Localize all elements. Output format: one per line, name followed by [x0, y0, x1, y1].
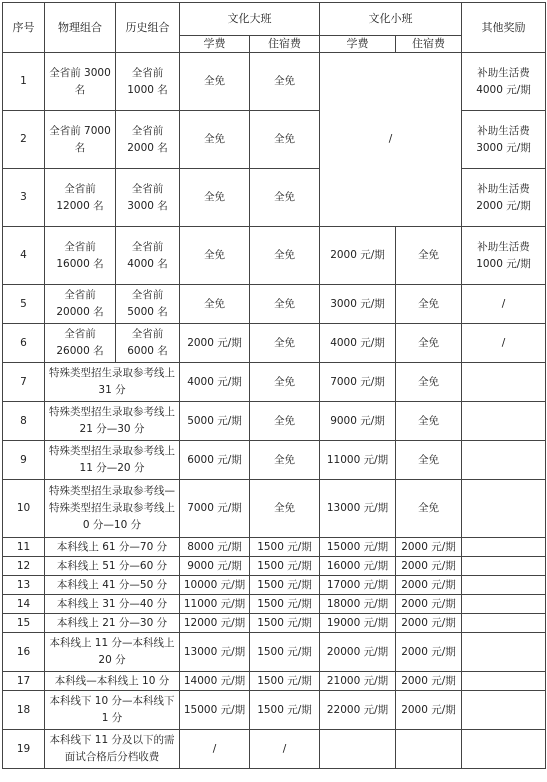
cell-big-tuition: 4000 元/期 — [180, 363, 250, 402]
cell-big-tuition: 13000 元/期 — [180, 633, 250, 672]
cell-other — [462, 730, 546, 769]
cell-small-lodging: 全免 — [396, 363, 462, 402]
cell-combo: 本科线上 51 分—60 分 — [45, 557, 180, 576]
table-row — [3, 441, 546, 480]
cell-big-lodging: / — [250, 730, 320, 769]
cell-physics: 全省前 7000 名 — [45, 111, 116, 169]
cell-combo: 本科线上 31 分—40 分 — [45, 595, 180, 614]
cell-big-lodging: 全免 — [250, 169, 320, 227]
cell-no: 9 — [3, 441, 45, 480]
cell-small-lodging: 2000 元/期 — [396, 557, 462, 576]
cell-no: 17 — [3, 672, 45, 691]
table-row — [3, 285, 546, 324]
table-row — [3, 730, 546, 769]
cell-small-lodging: 全免 — [396, 324, 462, 363]
cell-big-lodging: 全免 — [250, 324, 320, 363]
cell-combo: 本科线下 10 分—本科线下 1 分 — [45, 691, 180, 730]
cell-small-tuition: 7000 元/期 — [320, 363, 396, 402]
cell-combo: 本科线上 21 分—30 分 — [45, 614, 180, 633]
table-row — [3, 633, 546, 672]
cell-big-lodging: 1500 元/期 — [250, 576, 320, 595]
table-row — [3, 324, 546, 363]
cell-other — [462, 557, 546, 576]
cell-big-tuition: 15000 元/期 — [180, 691, 250, 730]
table-row — [3, 691, 546, 730]
cell-no: 6 — [3, 324, 45, 363]
cell-small-tuition: 9000 元/期 — [320, 402, 396, 441]
cell-physics: 全省前 12000 名 — [45, 169, 116, 227]
scholarship-fee-table — [2, 2, 546, 769]
table-row — [3, 538, 546, 557]
cell-small-tuition: 22000 元/期 — [320, 691, 396, 730]
cell-big-tuition: 全免 — [180, 169, 250, 227]
cell-big-tuition: 7000 元/期 — [180, 480, 250, 538]
cell-big-lodging: 全免 — [250, 441, 320, 480]
cell-history: 全省前 3000 名 — [116, 169, 180, 227]
cell-small-lodging: 2000 元/期 — [396, 672, 462, 691]
cell-big-tuition: 全免 — [180, 285, 250, 324]
cell-combo: 特殊类型招生录取参考线上 11 分—20 分 — [45, 441, 180, 480]
cell-no: 15 — [3, 614, 45, 633]
cell-no: 11 — [3, 538, 45, 557]
cell-big-tuition: 2000 元/期 — [180, 324, 250, 363]
cell-big-lodging: 全免 — [250, 480, 320, 538]
cell-big-lodging: 1500 元/期 — [250, 595, 320, 614]
cell-small-lodging: 2000 元/期 — [396, 595, 462, 614]
table-row — [3, 576, 546, 595]
table-row — [3, 595, 546, 614]
cell-no: 10 — [3, 480, 45, 538]
cell-other: 补助生活费 4000 元/期 — [462, 53, 546, 111]
table-row — [3, 363, 546, 402]
cell-big-lodging: 全免 — [250, 111, 320, 169]
cell-other — [462, 672, 546, 691]
cell-big-lodging: 全免 — [250, 363, 320, 402]
cell-physics: 全省前 16000 名 — [45, 227, 116, 285]
cell-combo: 特殊类型招生录取参考线上 21 分—30 分 — [45, 402, 180, 441]
cell-big-lodging: 全免 — [250, 53, 320, 111]
cell-other — [462, 633, 546, 672]
cell-no: 5 — [3, 285, 45, 324]
cell-other: 补助生活费 1000 元/期 — [462, 227, 546, 285]
cell-other: / — [462, 285, 546, 324]
cell-small-tuition: 17000 元/期 — [320, 576, 396, 595]
cell-big-tuition: 全免 — [180, 53, 250, 111]
cell-history: 全省前 4000 名 — [116, 227, 180, 285]
cell-no: 8 — [3, 402, 45, 441]
cell-combo: 本科线—本科线上 10 分 — [45, 672, 180, 691]
cell-other — [462, 441, 546, 480]
table-row — [3, 672, 546, 691]
header-big-tuition: 学费 — [180, 36, 250, 53]
cell-small-tuition — [320, 730, 396, 769]
cell-small-tuition: 18000 元/期 — [320, 595, 396, 614]
cell-small-lodging: 2000 元/期 — [396, 576, 462, 595]
cell-big-lodging: 全免 — [250, 285, 320, 324]
cell-big-lodging: 1500 元/期 — [250, 538, 320, 557]
cell-big-tuition: 全免 — [180, 111, 250, 169]
header-small-class: 文化小班 — [320, 3, 462, 36]
cell-combo: 本科线上 41 分—50 分 — [45, 576, 180, 595]
cell-other: 补助生活费 2000 元/期 — [462, 169, 546, 227]
cell-no: 18 — [3, 691, 45, 730]
cell-big-tuition: 5000 元/期 — [180, 402, 250, 441]
table-row — [3, 53, 546, 111]
cell-other — [462, 480, 546, 538]
cell-no: 3 — [3, 169, 45, 227]
cell-big-tuition: 14000 元/期 — [180, 672, 250, 691]
cell-combo: 本科线下 11 分及以下的需面试合格后分档收费 — [45, 730, 180, 769]
cell-physics: 全省前 20000 名 — [45, 285, 116, 324]
cell-small-tuition: 20000 元/期 — [320, 633, 396, 672]
cell-other — [462, 595, 546, 614]
cell-small-lodging: 全免 — [396, 227, 462, 285]
cell-physics: 全省前 3000 名 — [45, 53, 116, 111]
cell-history: 全省前 6000 名 — [116, 324, 180, 363]
header-big-lodging: 住宿费 — [250, 36, 320, 53]
header-other: 其他奖励 — [462, 3, 546, 53]
cell-small-lodging: 2000 元/期 — [396, 538, 462, 557]
table-row — [3, 614, 546, 633]
cell-no: 7 — [3, 363, 45, 402]
table-row — [3, 402, 546, 441]
header-small-tuition: 学费 — [320, 36, 396, 53]
table-row — [3, 480, 546, 538]
cell-no: 2 — [3, 111, 45, 169]
cell-other: / — [462, 324, 546, 363]
cell-small-lodging: 2000 元/期 — [396, 691, 462, 730]
cell-other — [462, 402, 546, 441]
header-row-1 — [3, 3, 546, 36]
cell-history: 全省前 1000 名 — [116, 53, 180, 111]
cell-small-tuition: 4000 元/期 — [320, 324, 396, 363]
cell-physics: 全省前 26000 名 — [45, 324, 116, 363]
cell-small-class-merged: / — [320, 53, 462, 227]
cell-big-tuition: / — [180, 730, 250, 769]
cell-big-lodging: 1500 元/期 — [250, 672, 320, 691]
header-big-class: 文化大班 — [180, 3, 320, 36]
cell-no: 12 — [3, 557, 45, 576]
table-row — [3, 557, 546, 576]
cell-small-tuition: 15000 元/期 — [320, 538, 396, 557]
header-physics: 物理组合 — [45, 3, 116, 53]
cell-other — [462, 538, 546, 557]
cell-other — [462, 614, 546, 633]
cell-other — [462, 576, 546, 595]
cell-small-tuition: 16000 元/期 — [320, 557, 396, 576]
table-row — [3, 169, 546, 227]
cell-small-lodging: 全免 — [396, 402, 462, 441]
header-seq: 序号 — [3, 3, 45, 53]
cell-small-tuition: 3000 元/期 — [320, 285, 396, 324]
cell-big-tuition: 10000 元/期 — [180, 576, 250, 595]
cell-no: 14 — [3, 595, 45, 614]
cell-combo: 本科线上 61 分—70 分 — [45, 538, 180, 557]
cell-history: 全省前 2000 名 — [116, 111, 180, 169]
cell-small-lodging: 2000 元/期 — [396, 633, 462, 672]
cell-small-lodging — [396, 730, 462, 769]
cell-other: 补助生活费 3000 元/期 — [462, 111, 546, 169]
cell-no: 13 — [3, 576, 45, 595]
cell-big-tuition: 9000 元/期 — [180, 557, 250, 576]
cell-no: 19 — [3, 730, 45, 769]
cell-big-lodging: 全免 — [250, 227, 320, 285]
cell-small-tuition: 11000 元/期 — [320, 441, 396, 480]
cell-small-lodging: 2000 元/期 — [396, 614, 462, 633]
cell-small-lodging: 全免 — [396, 480, 462, 538]
cell-no: 16 — [3, 633, 45, 672]
header-small-lodging: 住宿费 — [396, 36, 462, 53]
cell-small-lodging: 全免 — [396, 441, 462, 480]
cell-combo: 特殊类型招生录取参考线上 31 分 — [45, 363, 180, 402]
cell-no: 4 — [3, 227, 45, 285]
header-history: 历史组合 — [116, 3, 180, 53]
cell-small-lodging: 全免 — [396, 285, 462, 324]
cell-no: 1 — [3, 53, 45, 111]
cell-other — [462, 691, 546, 730]
cell-small-tuition: 21000 元/期 — [320, 672, 396, 691]
cell-small-tuition: 13000 元/期 — [320, 480, 396, 538]
cell-combo: 特殊类型招生录取参考线—特殊类型招生录取参考线上 0 分—10 分 — [45, 480, 180, 538]
table-row — [3, 111, 546, 169]
cell-big-lodging: 全免 — [250, 402, 320, 441]
cell-combo: 本科线上 11 分—本科线上 20 分 — [45, 633, 180, 672]
cell-big-tuition: 8000 元/期 — [180, 538, 250, 557]
cell-big-lodging: 1500 元/期 — [250, 633, 320, 672]
cell-small-tuition: 2000 元/期 — [320, 227, 396, 285]
cell-big-lodging: 1500 元/期 — [250, 614, 320, 633]
cell-big-lodging: 1500 元/期 — [250, 557, 320, 576]
cell-big-lodging: 1500 元/期 — [250, 691, 320, 730]
cell-big-tuition: 11000 元/期 — [180, 595, 250, 614]
cell-small-tuition: 19000 元/期 — [320, 614, 396, 633]
cell-history: 全省前 5000 名 — [116, 285, 180, 324]
cell-big-tuition: 6000 元/期 — [180, 441, 250, 480]
cell-big-tuition: 12000 元/期 — [180, 614, 250, 633]
cell-big-tuition: 全免 — [180, 227, 250, 285]
table-row — [3, 227, 546, 285]
cell-other — [462, 363, 546, 402]
